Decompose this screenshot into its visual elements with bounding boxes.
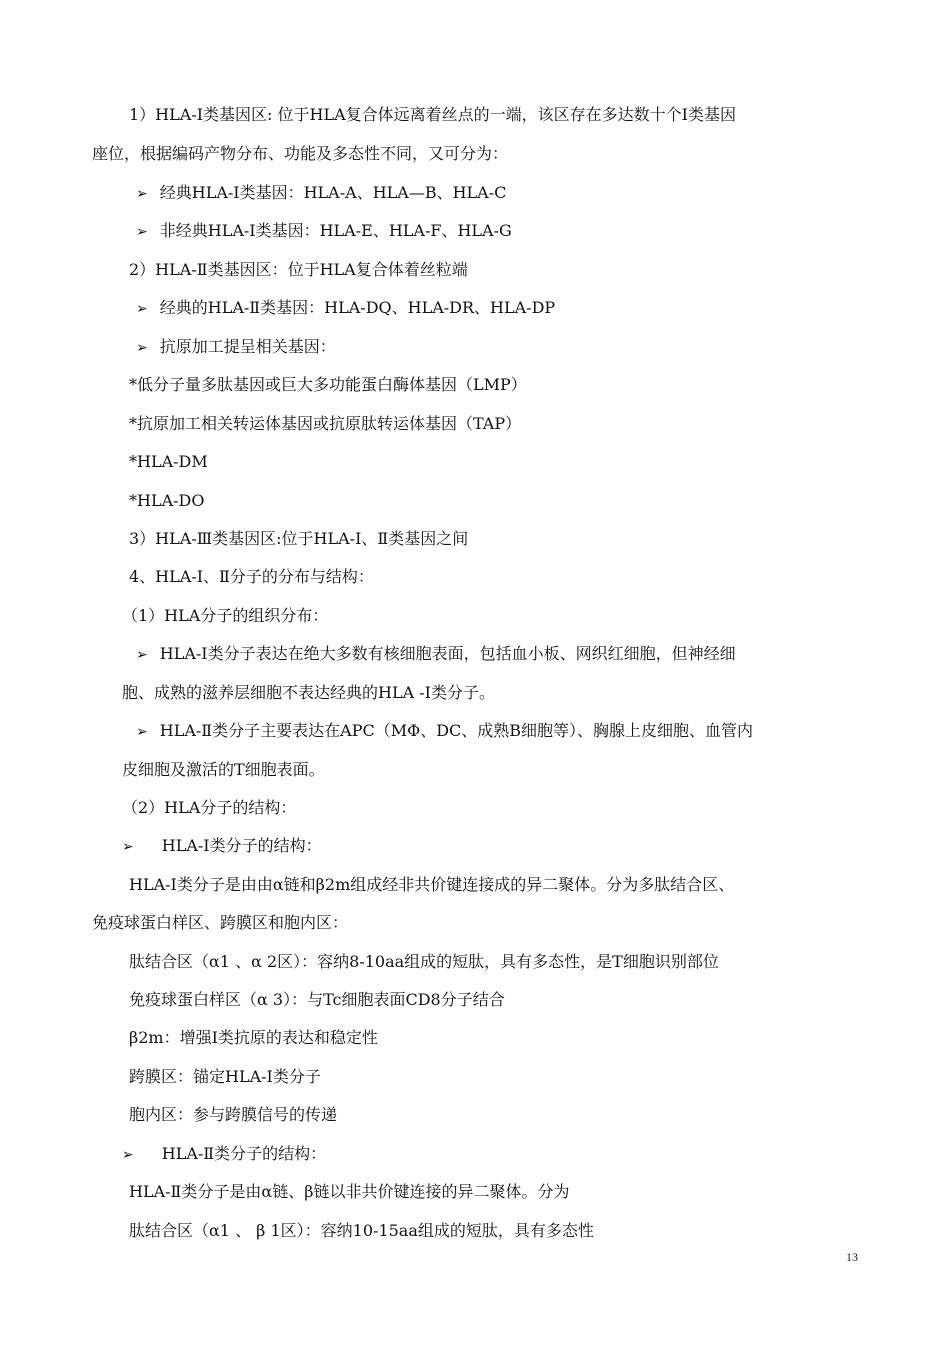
subsection-heading [0, 604, 952, 628]
arrow-bullet-icon: ➢ [136, 224, 148, 240]
bullet-line [0, 834, 952, 858]
line-text: 肽结合区（α1 、α 2区）：容纳8-10aa组成的短肽，具有多态性，是T细胞识别部位 [129, 952, 719, 971]
text-line [0, 527, 952, 551]
line-text: *低分子量多肽基因或巨大多功能蛋白酶体基因（LMP） [129, 375, 527, 394]
text-line [0, 1180, 952, 1204]
text-line [0, 373, 952, 397]
line-text: HLA-Ⅰ类分子的结构： [161, 836, 322, 855]
line-text: HLA-Ⅱ类分子是由α链、β链以非共价键连接的异二聚体。分为 [129, 1182, 570, 1201]
text-line [0, 1219, 952, 1243]
line-text: 跨膜区：锚定HLA-Ⅰ类分子 [129, 1067, 321, 1086]
line-text: 抗原加工提呈相关基因： [159, 337, 336, 356]
line-text: 肽结合区（α1 、 β 1区）：容纳10-15aa组成的短肽，具有多态性 [129, 1221, 594, 1240]
bullet-line [0, 335, 952, 359]
line-text: 胞内区：参与跨膜信号的传递 [129, 1105, 338, 1124]
bullet-line [0, 181, 952, 205]
arrow-bullet-icon: ➢ [136, 724, 148, 740]
arrow-bullet-icon: ➢ [136, 647, 148, 663]
line-text: （1）HLA分子的组织分布： [122, 606, 329, 625]
line-text: 免疫球蛋白样区（α 3）：与Tc细胞表面CD8分子结合 [129, 990, 505, 1009]
line-text: *HLA-DO [129, 491, 205, 510]
text-line [0, 412, 952, 436]
text-line [0, 1103, 952, 1127]
line-text: 1）HLA-Ⅰ类基因区: 位于HLA复合体远离着丝点的一端，该区存在多达数十个Ⅰ类基因 [129, 105, 736, 124]
text-line [0, 988, 952, 1012]
bullet-line [0, 219, 952, 243]
line-text: 经典HLA-Ⅰ类基因：HLA-A、HLA—B、HLA-C [159, 183, 507, 202]
subsection-heading [0, 796, 952, 820]
line-text: HLA-Ⅰ类分子是由由α链和β2m组成经非共价键连接成的异二聚体。分为多肽结合区、 [129, 875, 735, 894]
arrow-bullet-icon: ➢ [122, 1147, 134, 1163]
line-text: 座位，根据编码产物分布、功能及多态性不同，又可分为： [92, 144, 509, 163]
arrow-bullet-icon: ➢ [136, 186, 148, 202]
bullet-line [0, 719, 952, 743]
arrow-bullet-icon: ➢ [136, 301, 148, 317]
line-text: *抗原加工相关转运体基因或抗原肽转运体基因（TAP） [129, 414, 522, 433]
bullet-line [0, 1142, 952, 1166]
line-text: β2m：增强Ⅰ类抗原的表达和稳定性 [129, 1028, 378, 1047]
line-text: 非经典HLA-Ⅰ类基因：HLA-E、HLA-F、HLA-G [159, 221, 512, 240]
text-line [0, 450, 952, 474]
arrow-bullet-icon: ➢ [122, 839, 134, 855]
text-line [0, 258, 952, 282]
line-text: （2）HLA分子的结构： [122, 798, 297, 817]
text-line [0, 911, 952, 935]
text-line [0, 142, 952, 166]
text-line [0, 873, 952, 897]
line-text: HLA-Ⅰ类分子表达在绝大多数有核细胞表面，包括血小板、网织红细胞，但神经细 [159, 644, 736, 663]
line-text: 经典的HLA-Ⅱ类基因：HLA-DQ、HLA-DR、HLA-DP [159, 298, 556, 317]
line-text: HLA-Ⅱ类分子的结构： [161, 1144, 327, 1163]
line-text: 胞、成熟的滋养层细胞不表达经典的HLA -Ⅰ类分子。 [122, 683, 495, 702]
text-line [0, 681, 952, 705]
line-text: 4、HLA-Ⅰ、Ⅱ分子的分布与结构： [129, 567, 374, 586]
arrow-bullet-icon: ➢ [136, 340, 148, 356]
line-text: 3）HLA-Ⅲ类基因区:位于HLA-Ⅰ、Ⅱ类基因之间 [129, 529, 469, 548]
line-text: *HLA-DM [129, 452, 208, 471]
text-line [0, 103, 952, 127]
page-number: 13 [846, 1250, 858, 1264]
text-line [0, 1026, 952, 1050]
text-line [0, 489, 952, 513]
line-text: 皮细胞及激活的T细胞表面。 [122, 760, 325, 779]
bullet-line [0, 296, 952, 320]
bullet-line [0, 642, 952, 666]
text-line [0, 758, 952, 782]
text-line [0, 950, 952, 974]
line-text: 免疫球蛋白样区、跨膜区和胞内区： [92, 913, 349, 932]
text-line [0, 1065, 952, 1089]
line-text: HLA-Ⅱ类分子主要表达在APC（MΦ、DC、成熟B细胞等）、胸腺上皮细胞、血管内 [159, 721, 754, 740]
line-text: 2）HLA-Ⅱ类基因区：位于HLA复合体着丝粒端 [129, 260, 468, 279]
section-heading [0, 565, 952, 589]
